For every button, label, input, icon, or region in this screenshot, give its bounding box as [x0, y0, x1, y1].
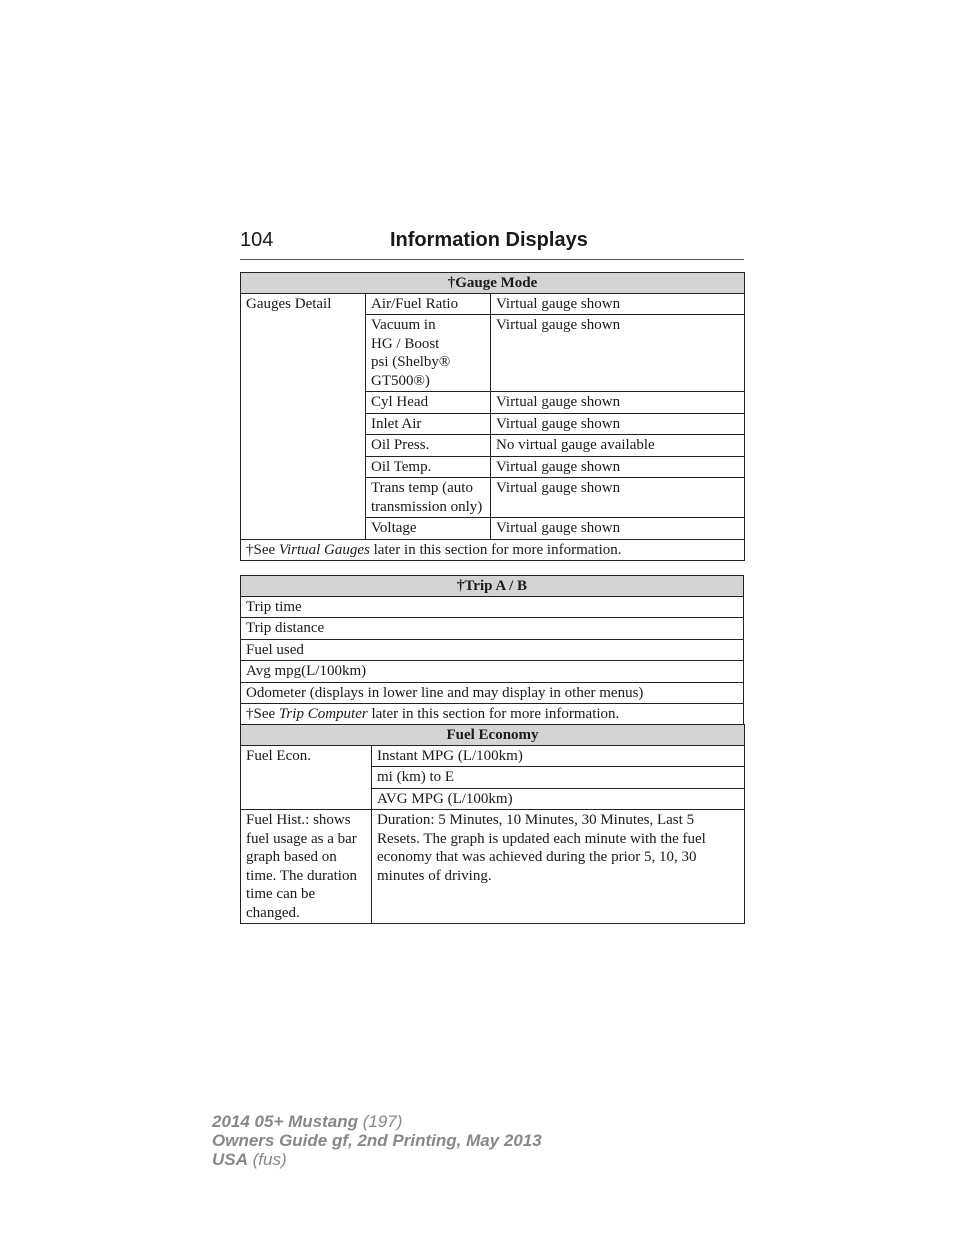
fuel-hist-description: Duration: 5 Minutes, 10 Minutes, 30 Minutes, Last 5 Resets. The graph is updated each minute with the fuel economy that was achieved during the prior 5, 10, 30 minutes of driving. — [372, 810, 745, 924]
trip-item: Trip time — [241, 596, 744, 618]
footer-line-2 — [212, 1131, 542, 1150]
gauge-value: Virtual gauge shown — [491, 456, 745, 478]
gauge-item: Oil Press. — [366, 435, 491, 457]
trip-item: Avg mpg(L/100km) — [241, 661, 744, 683]
page-header — [240, 229, 744, 260]
table-note-row — [241, 704, 744, 726]
page-number: 104 — [240, 229, 274, 251]
footer-market-code: (fus) — [252, 1150, 287, 1169]
trip-item: Trip distance — [241, 618, 744, 640]
table-row — [241, 745, 745, 767]
note-prefix: †See — [246, 541, 279, 558]
gauge-value: No virtual gauge available — [491, 435, 745, 457]
gauge-item: Oil Temp. — [366, 456, 491, 478]
note-suffix: later in this section for more information. — [369, 541, 622, 558]
footer-line-3 — [212, 1150, 542, 1169]
fuel-econ-item: mi (km) to E — [372, 767, 745, 789]
table-note-row — [241, 539, 745, 561]
gauge-item: Cyl Head — [366, 392, 491, 414]
gauge-item: Trans temp (auto transmission only) — [366, 478, 491, 518]
table-row — [241, 661, 744, 683]
trip-item: Fuel used — [241, 639, 744, 661]
gauge-item: Air/Fuel Ratio — [366, 293, 491, 315]
fuel-econ-item: Instant MPG (L/100km) — [372, 745, 745, 767]
footer-market: USA — [212, 1150, 248, 1169]
page-footer — [212, 1112, 542, 1169]
gauges-detail-label: Gauges Detail — [241, 293, 366, 539]
note-reference: Trip Computer — [278, 706, 368, 722]
gauge-mode-note — [241, 539, 745, 561]
table-row — [241, 682, 744, 704]
footer-line-1 — [212, 1112, 542, 1131]
gauge-value: Virtual gauge shown — [491, 315, 745, 392]
fuel-econ-label: Fuel Econ. — [241, 745, 372, 810]
fuel-economy-heading: Fuel Economy — [241, 725, 745, 746]
footer-guide: Owners Guide gf, 2nd Printing, May 2013 — [212, 1131, 542, 1150]
trip-heading: †Trip A / B — [241, 576, 744, 597]
gauge-value: Virtual gauge shown — [491, 478, 745, 518]
gauge-mode-table — [240, 272, 745, 561]
trip-note — [241, 704, 744, 726]
gauge-item: Inlet Air — [366, 413, 491, 435]
gauge-value: Virtual gauge shown — [491, 293, 745, 315]
footer-model-code: (197) — [362, 1112, 403, 1131]
table-row — [241, 596, 744, 618]
section-title: Information Displays — [390, 229, 588, 251]
note-reference: Virtual Gauges — [278, 541, 370, 558]
gauge-value: Virtual gauge shown — [491, 392, 745, 414]
footer-model: 2014 05+ Mustang — [212, 1112, 358, 1131]
fuel-econ-item: AVG MPG (L/100km) — [372, 788, 745, 810]
table-row — [241, 293, 745, 315]
note-suffix: later in this section for more information. — [367, 706, 620, 722]
gauge-item: Voltage — [366, 518, 491, 540]
gauge-mode-heading: †Gauge Mode — [241, 273, 745, 294]
table-row — [241, 618, 744, 640]
fuel-economy-table — [240, 724, 745, 924]
note-prefix: †See — [246, 706, 279, 722]
fuel-hist-label: Fuel Hist.: shows fuel usage as a bar graph based on time. The duration time can be changed. — [241, 810, 372, 924]
trip-table — [240, 575, 744, 726]
table-row — [241, 810, 745, 924]
gauge-value: Virtual gauge shown — [491, 413, 745, 435]
gauge-item: Vacuum in HG / Boost psi (Shelby® GT500®) — [366, 315, 491, 392]
gauge-value: Virtual gauge shown — [491, 518, 745, 540]
table-row — [241, 639, 744, 661]
trip-item: Odometer (displays in lower line and may display in other menus) — [241, 682, 744, 704]
